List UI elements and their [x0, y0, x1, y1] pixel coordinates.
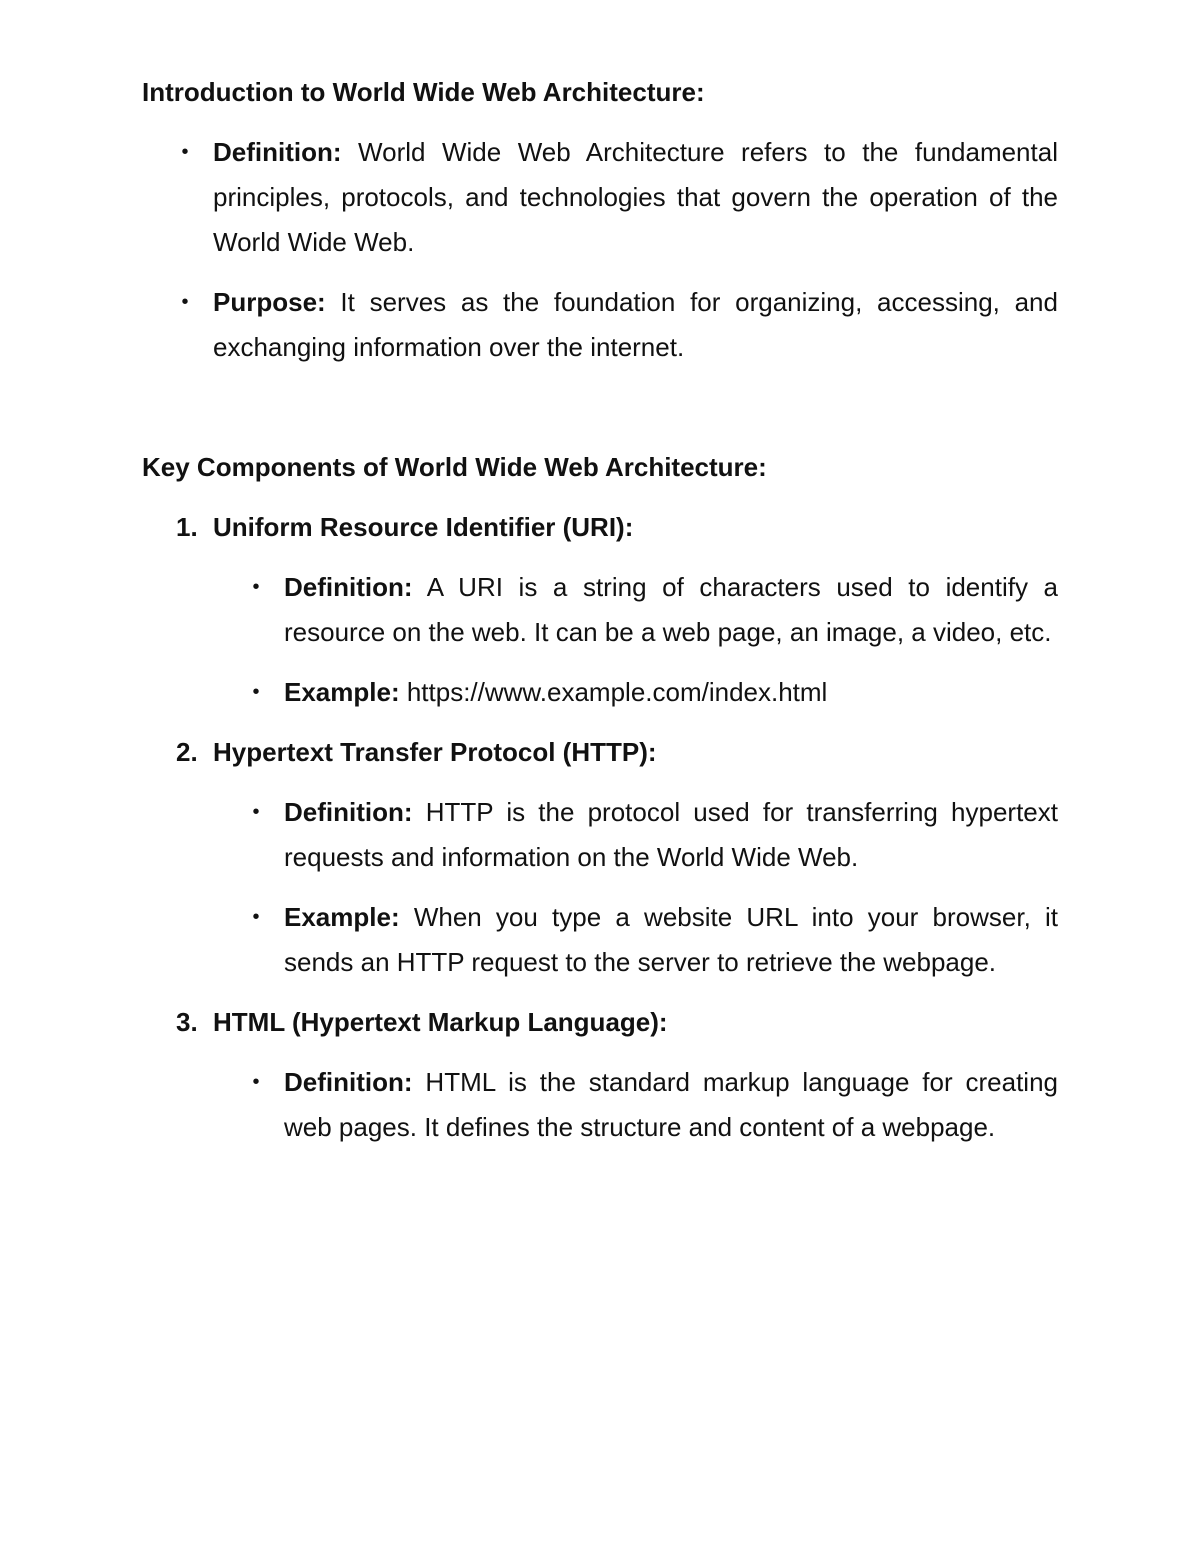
component-title — [142, 505, 1058, 550]
list-number: 3. — [176, 1007, 198, 1037]
bullet-dot-icon: • — [252, 681, 260, 703]
bullet-label: Example: — [284, 902, 400, 932]
component-title — [142, 730, 1058, 775]
intro-bullet-definition — [142, 130, 1058, 265]
component-title-text: Uniform Resource Identifier (URI): — [213, 512, 634, 542]
component-bullet-definition — [142, 790, 1058, 880]
bullet-text: HTTP is the protocol used for transferring hypertext requests and information on the World Wide Web. — [284, 797, 1058, 872]
bullet-label: Definition: — [284, 1067, 413, 1097]
bullet-dot-icon: • — [181, 291, 189, 313]
bullet-text: It serves as the foundation for organizing, accessing, and exchanging information over the internet. — [213, 287, 1058, 362]
intro-bullet-list — [142, 130, 1058, 370]
bullet-label: Definition: — [284, 572, 413, 602]
bullet-label: Purpose: — [213, 287, 326, 317]
component-title-text: HTML (Hypertext Markup Language): — [213, 1007, 668, 1037]
component-bullet-definition — [142, 565, 1058, 655]
bullet-dot-icon: • — [252, 576, 260, 598]
bullet-text: HTML is the standard markup language for creating web pages. It defines the structure and content of a webpage. — [284, 1067, 1058, 1142]
component-bullet-definition — [142, 1060, 1058, 1150]
intro-heading: Introduction to World Wide Web Architecture: — [142, 77, 705, 107]
component-title — [142, 1000, 1058, 1045]
component-bullet-list — [142, 565, 1058, 715]
component-bullet-list — [142, 1060, 1058, 1150]
component-bullet-list — [142, 790, 1058, 985]
bullet-text: A URI is a string of characters used to identify a resource on the web. It can be a web page, an image, a video, etc. — [284, 572, 1058, 647]
bullet-label: Definition: — [213, 137, 342, 167]
list-number: 2. — [176, 737, 198, 767]
bullet-dot-icon: • — [252, 801, 260, 823]
bullet-dot-icon: • — [252, 906, 260, 928]
section-spacer — [142, 385, 1058, 445]
components-numbered-list — [142, 505, 1058, 1150]
intro-bullet-purpose — [142, 280, 1058, 370]
component-item-uri — [142, 505, 1058, 715]
component-bullet-example — [142, 670, 1058, 715]
bullet-dot-icon: • — [181, 141, 189, 163]
bullet-label: Definition: — [284, 797, 413, 827]
bullet-label: Example: — [284, 677, 400, 707]
list-number: 1. — [176, 512, 198, 542]
component-bullet-example — [142, 895, 1058, 985]
component-title-text: Hypertext Transfer Protocol (HTTP): — [213, 737, 657, 767]
component-item-html — [142, 1000, 1058, 1150]
components-heading: Key Components of World Wide Web Architecture: — [142, 452, 767, 482]
bullet-text: https://www.example.com/index.html — [406, 677, 828, 707]
component-item-http — [142, 730, 1058, 985]
bullet-text: World Wide Web Architecture refers to the fundamental principles, protocols, and technologies that govern the operation of the World Wide Web. — [213, 137, 1058, 257]
bullet-text: When you type a website URL into your browser, it sends an HTTP request to the server to retrieve the webpage. — [284, 902, 1058, 977]
bullet-dot-icon: • — [252, 1071, 260, 1093]
